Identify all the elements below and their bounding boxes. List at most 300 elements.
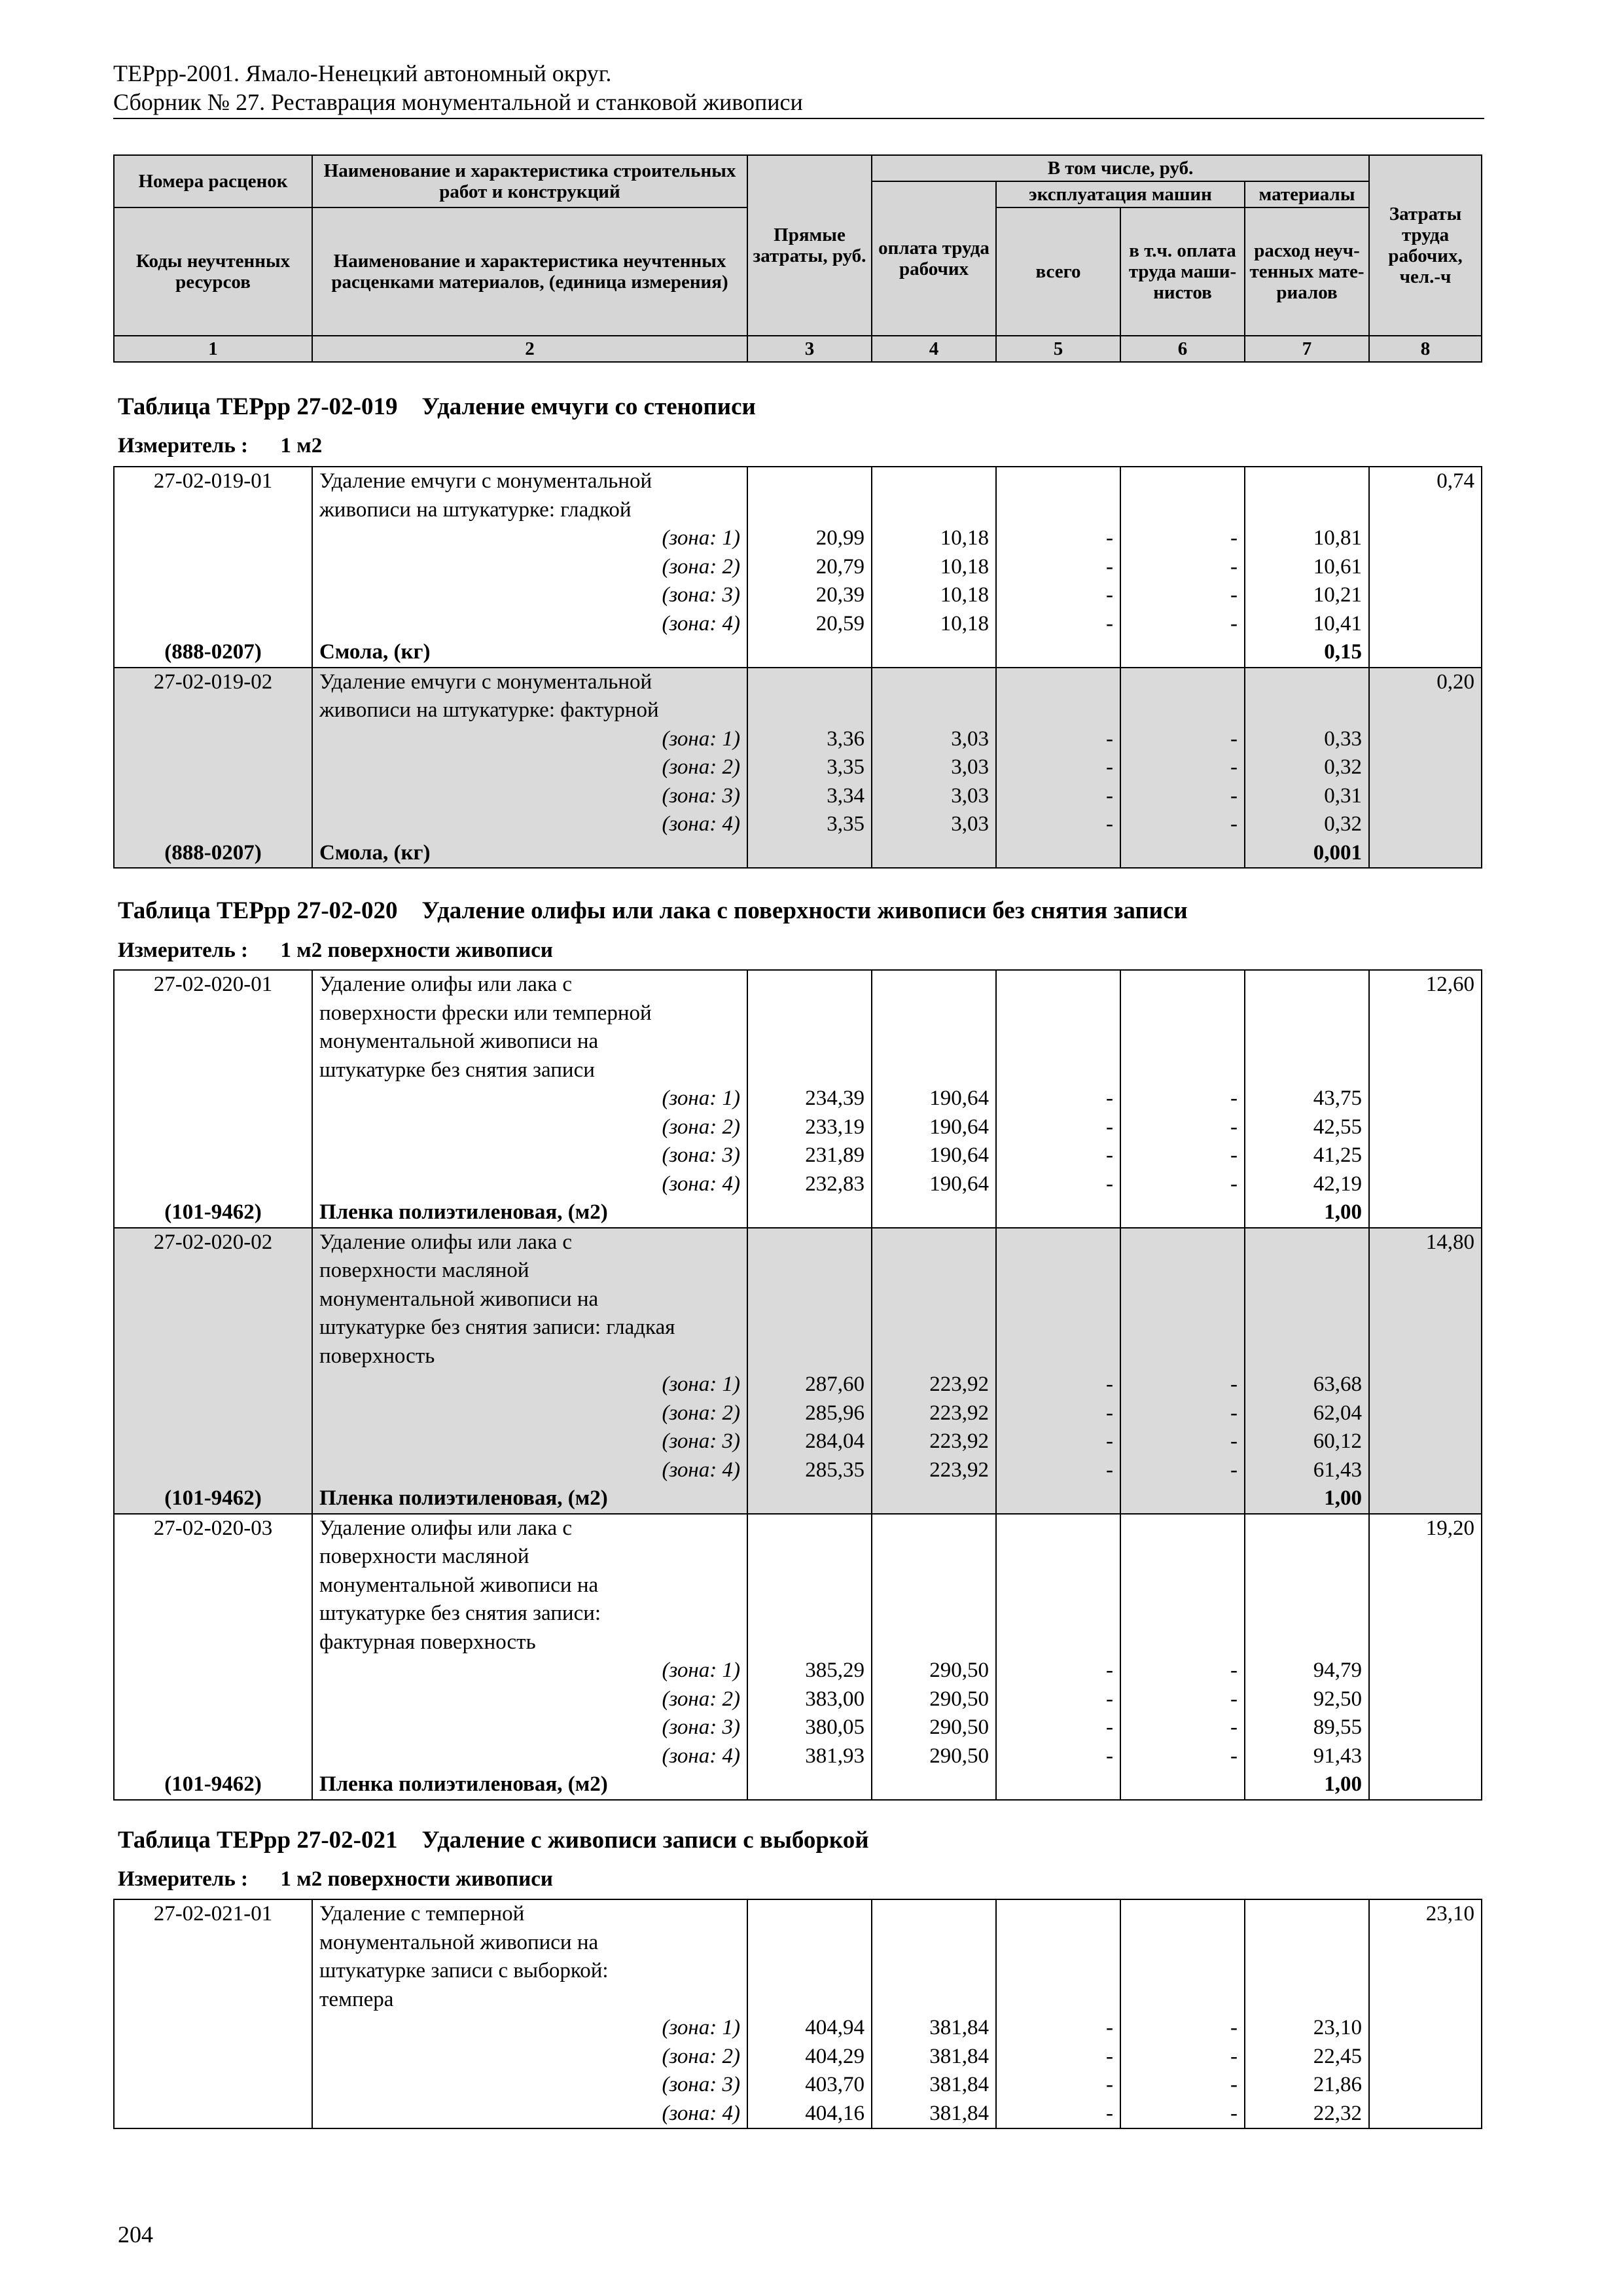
- page-number: 204: [118, 2221, 153, 2248]
- machine-total: -: [996, 1141, 1120, 1170]
- direct-cost: [747, 970, 872, 999]
- machine-total: [996, 839, 1120, 869]
- machinist-pay: [1120, 1342, 1245, 1371]
- labor-hours: [1369, 1456, 1482, 1485]
- resource-quantity: 1,00: [1245, 1770, 1369, 1800]
- labor-pay: [872, 1228, 996, 1257]
- material-cost: 21,86: [1245, 2071, 1369, 2100]
- labor-pay: 223,92: [872, 1427, 996, 1456]
- machine-total: -: [996, 581, 1120, 610]
- zone-label: (зона: 4): [312, 1742, 747, 1771]
- labor-hours: [1369, 1371, 1482, 1399]
- labor-hours: [1369, 1399, 1482, 1428]
- table-row: [114, 839, 1482, 869]
- machine-total: [996, 1228, 1120, 1257]
- section-title-021: Таблица ТЕРрр 27-02-021 Удаление с живописи записи с выборкой: [118, 1827, 869, 1854]
- material-cost: [1245, 1514, 1369, 1543]
- rate-code: [114, 581, 312, 610]
- resource-name: Пленка полиэтиленовая, (м2): [312, 1198, 747, 1228]
- rate-description-line: штукатурке без снятия записи: гладкая: [312, 1314, 747, 1342]
- zone-label: (зона: 2): [312, 1685, 747, 1714]
- direct-cost: [747, 1986, 872, 2015]
- resource-quantity: 0,001: [1245, 839, 1369, 869]
- rate-description-line: Удаление олифы или лака с: [312, 970, 747, 999]
- material-cost: [1245, 1600, 1369, 1628]
- rate-code: [114, 1371, 312, 1399]
- labor-pay: [872, 668, 996, 697]
- machinist-pay: [1120, 1028, 1245, 1056]
- labor-hours: 0,20: [1369, 668, 1482, 697]
- direct-cost: 3,35: [747, 753, 872, 782]
- labor-hours: [1369, 1141, 1482, 1170]
- labor-pay: [872, 1628, 996, 1657]
- material-cost: [1245, 1628, 1369, 1657]
- labor-hours: [1369, 1770, 1482, 1800]
- table-row: [114, 1713, 1482, 1742]
- zone-label: (зона: 1): [312, 725, 747, 754]
- rate-code: 27-02-019-02: [114, 668, 312, 697]
- labor-pay: [872, 1056, 996, 1085]
- column-number: 7: [1245, 336, 1369, 362]
- table-row: [114, 1371, 1482, 1399]
- machinist-pay: -: [1120, 1113, 1245, 1142]
- machinist-pay: -: [1120, 1085, 1245, 1113]
- direct-cost: [747, 1056, 872, 1085]
- resource-name: Смола, (кг): [312, 638, 747, 668]
- machine-total: -: [996, 2043, 1120, 2072]
- labor-hours: [1369, 1056, 1482, 1085]
- direct-cost: 3,35: [747, 810, 872, 839]
- labor-pay: 290,50: [872, 1713, 996, 1742]
- material-cost: [1245, 496, 1369, 525]
- rate-code: [114, 496, 312, 525]
- material-cost: 91,43: [1245, 1742, 1369, 1771]
- rate-code: [114, 553, 312, 582]
- material-cost: [1245, 970, 1369, 999]
- rate-code: [114, 1056, 312, 1085]
- table-row: [114, 467, 1482, 496]
- material-cost: 92,50: [1245, 1685, 1369, 1714]
- material-cost: 10,81: [1245, 524, 1369, 553]
- labor-hours: [1369, 2100, 1482, 2129]
- table-row: [114, 753, 1482, 782]
- labor-pay: 3,03: [872, 725, 996, 754]
- material-cost: 42,19: [1245, 1170, 1369, 1199]
- rate-description-line: монументальной живописи на: [312, 1028, 747, 1056]
- rate-code: [114, 1085, 312, 1113]
- machine-total: [996, 1543, 1120, 1571]
- table-row: [114, 1685, 1482, 1714]
- direct-cost: [747, 668, 872, 697]
- machinist-pay: [1120, 1929, 1245, 1958]
- resource-name: Пленка полиэтиленовая, (м2): [312, 1484, 747, 1514]
- rate-description-line: поверхности масляной: [312, 1543, 747, 1571]
- direct-cost: [747, 1899, 872, 1929]
- rate-code: [114, 1929, 312, 1958]
- labor-hours: [1369, 638, 1482, 668]
- rate-code: [114, 753, 312, 782]
- material-cost: 94,79: [1245, 1657, 1369, 1685]
- table-row: [114, 553, 1482, 582]
- labor-pay: [872, 467, 996, 496]
- labor-hours: [1369, 1685, 1482, 1714]
- labor-hours: [1369, 1257, 1482, 1285]
- machine-total: -: [996, 1685, 1120, 1714]
- machine-total: -: [996, 524, 1120, 553]
- rate-description-line: Удаление с темперной: [312, 1899, 747, 1929]
- header-materials: материалы: [1245, 181, 1369, 207]
- column-number: 1: [114, 336, 312, 362]
- machine-total: [996, 1257, 1120, 1285]
- header-total: всего: [996, 207, 1120, 336]
- table-row: [114, 1056, 1482, 1085]
- zone-label: (зона: 1): [312, 1371, 747, 1399]
- machine-total: [996, 999, 1120, 1028]
- labor-pay: [872, 999, 996, 1028]
- rate-code: [114, 1543, 312, 1571]
- machine-total: -: [996, 1657, 1120, 1685]
- direct-cost: 3,34: [747, 782, 872, 811]
- direct-cost: [747, 1257, 872, 1285]
- material-cost: 89,55: [1245, 1713, 1369, 1742]
- machinist-pay: -: [1120, 1170, 1245, 1199]
- labor-hours: [1369, 1085, 1482, 1113]
- machine-total: -: [996, 553, 1120, 582]
- labor-hours: 14,80: [1369, 1228, 1482, 1257]
- machine-total: [996, 496, 1120, 525]
- table-row: [114, 970, 1482, 999]
- table-row: [114, 1427, 1482, 1456]
- direct-cost: [747, 839, 872, 869]
- direct-cost: 381,93: [747, 1742, 872, 1771]
- material-cost: 0,32: [1245, 810, 1369, 839]
- machinist-pay: [1120, 638, 1245, 668]
- material-cost: 23,10: [1245, 2014, 1369, 2043]
- labor-hours: [1369, 782, 1482, 811]
- zone-label: (зона: 4): [312, 1170, 747, 1199]
- machine-total: -: [996, 1371, 1120, 1399]
- table-row: [114, 1742, 1482, 1771]
- machine-total: [996, 1484, 1120, 1514]
- labor-hours: [1369, 1713, 1482, 1742]
- zone-label: (зона: 1): [312, 524, 747, 553]
- machine-total: [996, 1056, 1120, 1085]
- machine-total: [996, 1899, 1120, 1929]
- material-cost: [1245, 1957, 1369, 1986]
- labor-pay: [872, 1957, 996, 1986]
- labor-hours: [1369, 1600, 1482, 1628]
- labor-hours: 23,10: [1369, 1899, 1482, 1929]
- machinist-pay: [1120, 970, 1245, 999]
- labor-pay: [872, 1285, 996, 1314]
- machine-total: -: [996, 610, 1120, 639]
- machine-total: -: [996, 1742, 1120, 1771]
- machinist-pay: [1120, 1600, 1245, 1628]
- direct-cost: [747, 1484, 872, 1514]
- machinist-pay: [1120, 668, 1245, 697]
- direct-cost: 287,60: [747, 1371, 872, 1399]
- section-measure-020: Измеритель : 1 м2 поверхности живописи: [118, 939, 553, 962]
- direct-cost: [747, 1571, 872, 1600]
- material-cost: [1245, 1986, 1369, 2015]
- material-cost: [1245, 1899, 1369, 1929]
- zone-label: (зона: 3): [312, 1141, 747, 1170]
- material-cost: 10,41: [1245, 610, 1369, 639]
- direct-cost: [747, 467, 872, 496]
- resource-code: (888-0207): [114, 638, 312, 668]
- material-cost: [1245, 1257, 1369, 1285]
- labor-hours: 0,74: [1369, 467, 1482, 496]
- labor-pay: [872, 1198, 996, 1228]
- rate-code: [114, 1141, 312, 1170]
- machinist-pay: [1120, 1257, 1245, 1285]
- machine-total: [996, 696, 1120, 725]
- machine-total: [996, 1285, 1120, 1314]
- rate-code: [114, 1571, 312, 1600]
- machinist-pay: -: [1120, 553, 1245, 582]
- rate-code: [114, 2043, 312, 2072]
- header-including: В том числе, руб.: [872, 155, 1369, 181]
- labor-pay: [872, 1028, 996, 1056]
- machinist-pay: [1120, 1957, 1245, 1986]
- header-unaccounted-materials: расход неуч-тенных мате-риалов: [1245, 207, 1369, 336]
- direct-cost: 231,89: [747, 1141, 872, 1170]
- table-row: [114, 496, 1482, 525]
- machine-total: [996, 1198, 1120, 1228]
- labor-pay: 290,50: [872, 1657, 996, 1685]
- labor-pay: [872, 1986, 996, 2015]
- machinist-pay: -: [1120, 1685, 1245, 1714]
- rate-description-line: темпера: [312, 1986, 747, 2015]
- machine-total: [996, 1028, 1120, 1056]
- labor-hours: [1369, 839, 1482, 869]
- rate-code: [114, 1600, 312, 1628]
- rate-code: [114, 610, 312, 639]
- rate-code: [114, 1713, 312, 1742]
- table-row: [114, 999, 1482, 1028]
- direct-cost: 285,35: [747, 1456, 872, 1485]
- table-row: [114, 1628, 1482, 1657]
- rate-code: [114, 1399, 312, 1428]
- labor-hours: [1369, 496, 1482, 525]
- labor-pay: 190,64: [872, 1085, 996, 1113]
- table-row: [114, 1399, 1482, 1428]
- labor-pay: 290,50: [872, 1742, 996, 1771]
- zone-label: (зона: 2): [312, 1113, 747, 1142]
- zone-label: (зона: 1): [312, 1085, 747, 1113]
- direct-cost: [747, 1342, 872, 1371]
- material-cost: 22,32: [1245, 2100, 1369, 2129]
- rate-description-line: поверхность: [312, 1342, 747, 1371]
- zone-label: (зона: 2): [312, 753, 747, 782]
- resource-code: (101-9462): [114, 1198, 312, 1228]
- direct-cost: [747, 1543, 872, 1571]
- labor-pay: [872, 1770, 996, 1800]
- machine-total: [996, 668, 1120, 697]
- machinist-pay: [1120, 1228, 1245, 1257]
- labor-hours: [1369, 1986, 1482, 2015]
- labor-pay: 223,92: [872, 1371, 996, 1399]
- header-rate-numbers: Номера расценок: [114, 155, 312, 207]
- direct-cost: [747, 1028, 872, 1056]
- material-cost: 62,04: [1245, 1399, 1369, 1428]
- material-cost: 63,68: [1245, 1371, 1369, 1399]
- direct-cost: 20,79: [747, 553, 872, 582]
- resource-code: (888-0207): [114, 839, 312, 869]
- zone-label: (зона: 3): [312, 1713, 747, 1742]
- direct-cost: 404,16: [747, 2100, 872, 2129]
- resource-code: (101-9462): [114, 1484, 312, 1514]
- machinist-pay: -: [1120, 1141, 1245, 1170]
- labor-hours: [1369, 553, 1482, 582]
- table-row: [114, 2014, 1482, 2043]
- labor-pay: 381,84: [872, 2071, 996, 2100]
- labor-pay: [872, 1600, 996, 1628]
- machine-total: -: [996, 1113, 1120, 1142]
- rate-code: [114, 524, 312, 553]
- table-row: [114, 1141, 1482, 1170]
- machinist-pay: [1120, 1514, 1245, 1543]
- section-measure-021: Измеритель : 1 м2 поверхности живописи: [118, 1867, 553, 1891]
- table-row: [114, 2100, 1482, 2129]
- material-cost: [1245, 1543, 1369, 1571]
- labor-pay: 3,03: [872, 753, 996, 782]
- rate-code: 27-02-021-01: [114, 1899, 312, 1929]
- material-cost: 60,12: [1245, 1427, 1369, 1456]
- table-row: [114, 524, 1482, 553]
- table-row: [114, 1113, 1482, 1142]
- machine-total: -: [996, 1170, 1120, 1199]
- rate-code: [114, 1427, 312, 1456]
- rate-code: [114, 696, 312, 725]
- resource-quantity: 1,00: [1245, 1198, 1369, 1228]
- table-row: [114, 1170, 1482, 1199]
- rate-description-line: монументальной живописи на: [312, 1285, 747, 1314]
- rate-code: [114, 1314, 312, 1342]
- labor-hours: [1369, 1742, 1482, 1771]
- rate-description-line: живописи на штукатурке: фактурной: [312, 696, 747, 725]
- labor-pay: 290,50: [872, 1685, 996, 1714]
- rate-code: [114, 1456, 312, 1485]
- rate-code: 27-02-020-02: [114, 1228, 312, 1257]
- rate-code: [114, 1628, 312, 1657]
- zone-label: (зона: 3): [312, 782, 747, 811]
- direct-cost: 233,19: [747, 1113, 872, 1142]
- labor-pay: [872, 1571, 996, 1600]
- machine-total: [996, 1986, 1120, 2015]
- direct-cost: 385,29: [747, 1657, 872, 1685]
- direct-cost: 404,29: [747, 2043, 872, 2072]
- labor-hours: [1369, 725, 1482, 754]
- labor-hours: [1369, 1342, 1482, 1371]
- header-labor-pay: оплата труда рабочих: [872, 181, 996, 336]
- labor-pay: [872, 1514, 996, 1543]
- header-line-1: ТЕРрр-2001. Ямало-Ненецкий автономный округ.: [113, 60, 612, 86]
- machinist-pay: -: [1120, 581, 1245, 610]
- rate-code: 27-02-020-01: [114, 970, 312, 999]
- machinist-pay: -: [1120, 725, 1245, 754]
- machine-total: -: [996, 810, 1120, 839]
- table-row: [114, 1484, 1482, 1514]
- table-row: [114, 1899, 1482, 1929]
- direct-cost: [747, 638, 872, 668]
- table-row: [114, 1342, 1482, 1371]
- direct-cost: [747, 999, 872, 1028]
- machinist-pay: [1120, 1543, 1245, 1571]
- material-cost: 0,33: [1245, 725, 1369, 754]
- table-row: [114, 810, 1482, 839]
- labor-pay: 10,18: [872, 524, 996, 553]
- direct-cost: [747, 1314, 872, 1342]
- machine-total: [996, 1957, 1120, 1986]
- labor-hours: [1369, 2043, 1482, 2072]
- machine-total: [996, 467, 1120, 496]
- labor-pay: [872, 1543, 996, 1571]
- table-row: [114, 782, 1482, 811]
- column-number: 3: [747, 336, 872, 362]
- direct-cost: [747, 1285, 872, 1314]
- machinist-pay: -: [1120, 2043, 1245, 2072]
- rate-code: 27-02-020-03: [114, 1514, 312, 1543]
- labor-hours: [1369, 1285, 1482, 1314]
- machinist-pay: -: [1120, 524, 1245, 553]
- labor-pay: [872, 1929, 996, 1958]
- resource-quantity: 0,15: [1245, 638, 1369, 668]
- direct-cost: [747, 1198, 872, 1228]
- labor-pay: [872, 638, 996, 668]
- resource-quantity: 1,00: [1245, 1484, 1369, 1514]
- material-cost: [1245, 668, 1369, 697]
- zone-label: (зона: 4): [312, 610, 747, 639]
- rate-code: [114, 1170, 312, 1199]
- machine-total: [996, 1929, 1120, 1958]
- labor-hours: [1369, 1028, 1482, 1056]
- rates-table-019: [113, 466, 1482, 869]
- direct-cost: 285,96: [747, 1399, 872, 1428]
- rate-description-line: Удаление олифы или лака с: [312, 1228, 747, 1257]
- rates-table-020: [113, 969, 1482, 1801]
- zone-label: (зона: 1): [312, 1657, 747, 1685]
- labor-hours: [1369, 1113, 1482, 1142]
- rate-code: [114, 2014, 312, 2043]
- material-cost: 41,25: [1245, 1141, 1369, 1170]
- labor-pay: [872, 696, 996, 725]
- machinist-pay: -: [1120, 782, 1245, 811]
- rate-description-line: штукатурке без снятия записи: [312, 1056, 747, 1085]
- table-row: [114, 1285, 1482, 1314]
- machinist-pay: [1120, 1628, 1245, 1657]
- labor-pay: 190,64: [872, 1170, 996, 1199]
- direct-cost: 403,70: [747, 2071, 872, 2100]
- machinist-pay: -: [1120, 1371, 1245, 1399]
- labor-hours: [1369, 1198, 1482, 1228]
- machinist-pay: [1120, 1770, 1245, 1800]
- direct-cost: [747, 1628, 872, 1657]
- material-cost: [1245, 1228, 1369, 1257]
- labor-hours: [1369, 1484, 1482, 1514]
- labor-pay: 10,18: [872, 581, 996, 610]
- machine-total: -: [996, 1713, 1120, 1742]
- material-cost: 0,32: [1245, 753, 1369, 782]
- rate-description-line: поверхности фрески или темперной: [312, 999, 747, 1028]
- machine-total: [996, 1571, 1120, 1600]
- machinist-pay: -: [1120, 1399, 1245, 1428]
- machinist-pay: -: [1120, 2071, 1245, 2100]
- direct-cost: [747, 1514, 872, 1543]
- material-cost: [1245, 1314, 1369, 1342]
- zone-label: (зона: 4): [312, 810, 747, 839]
- machinist-pay: [1120, 1314, 1245, 1342]
